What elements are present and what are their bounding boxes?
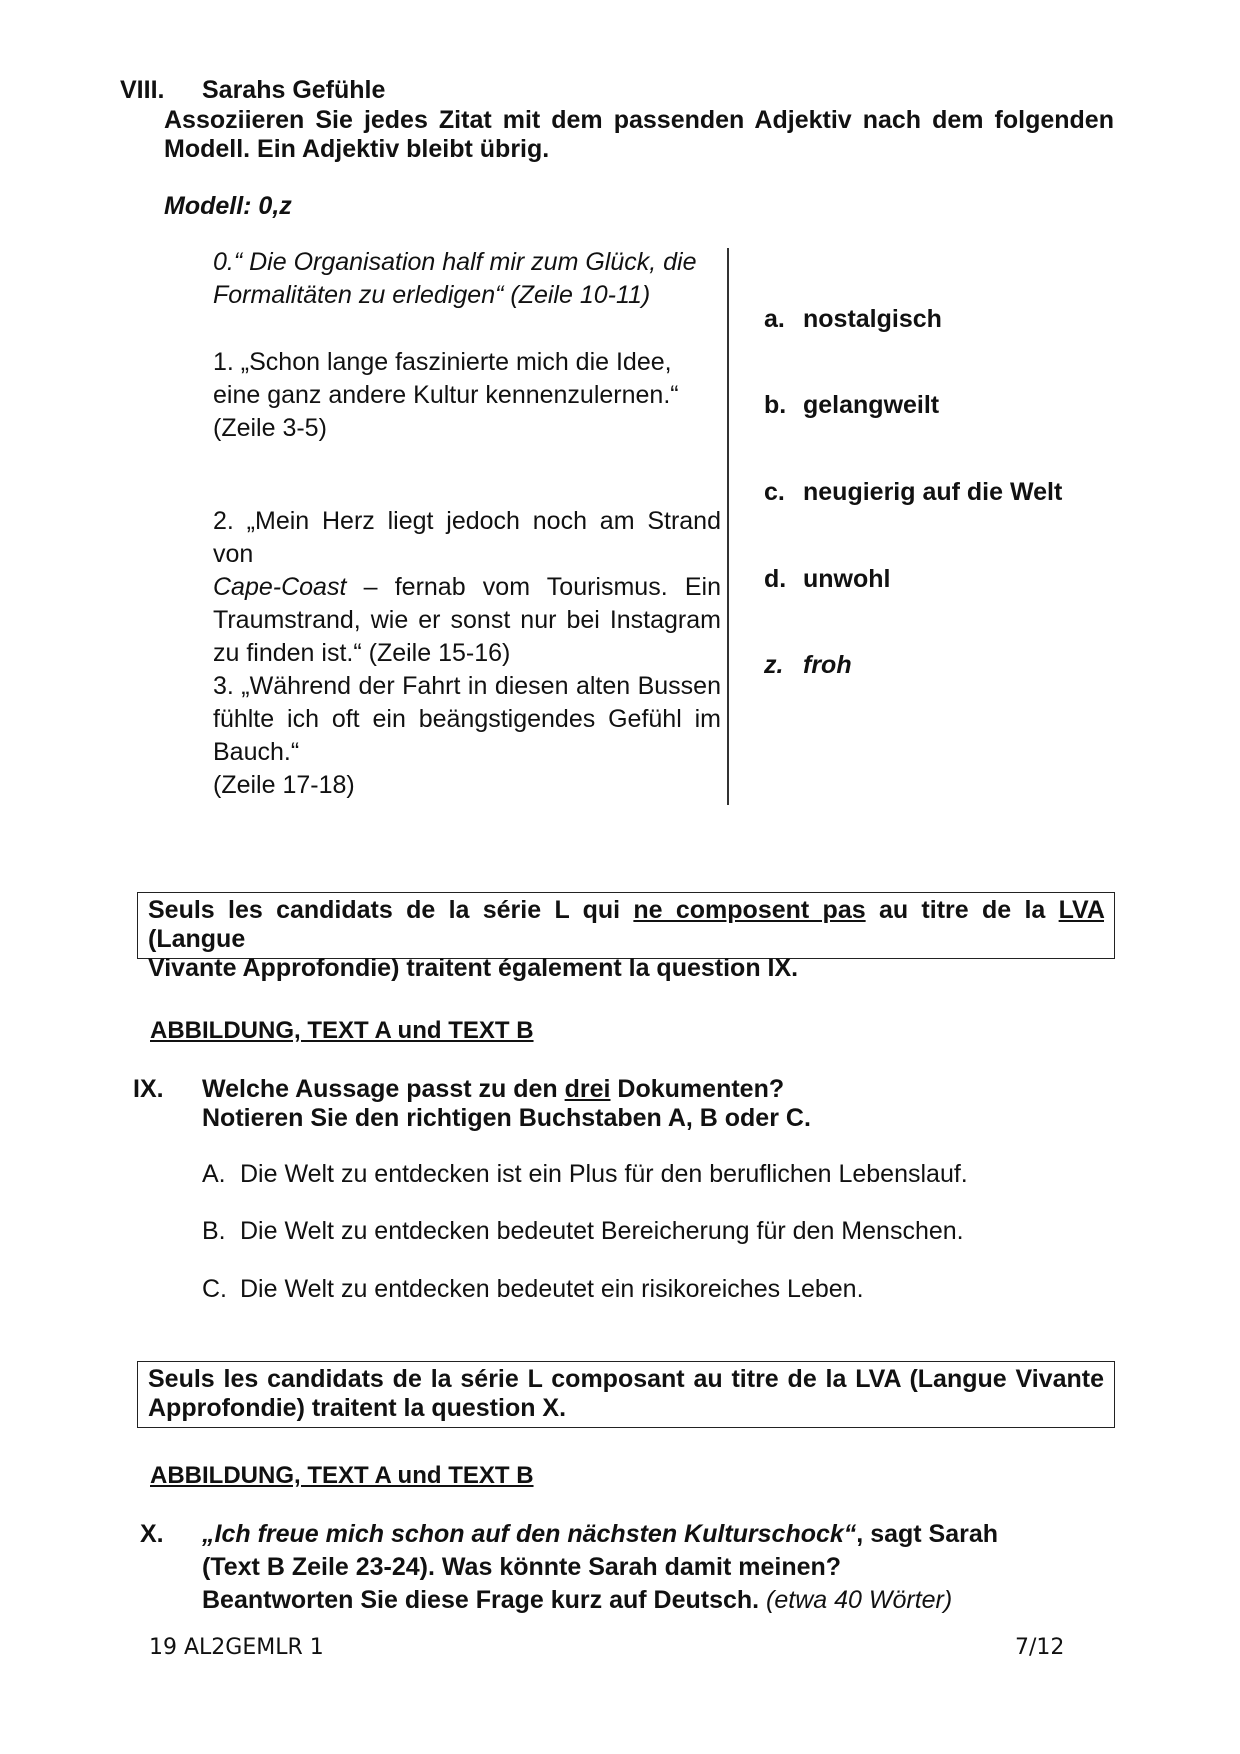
quote-1-line-1: 1. „Schon lange faszinierte mich die Idee, bbox=[213, 348, 672, 376]
question-9-text-b: Dokumenten? bbox=[610, 1075, 785, 1103]
notice-1-text-c: (Langue bbox=[148, 925, 246, 953]
question-10-quote: „Ich freue mich schon auf den nächsten Kulturschock“ bbox=[202, 1520, 857, 1548]
notice-2-line-2: Approfondie) traitent la question X. bbox=[148, 1394, 567, 1422]
quote-2-place: Cape-Coast bbox=[213, 573, 347, 601]
instruction-line-1: Assoziieren Sie jedes Zitat mit dem passenden Adjektiv nach dem folgenden bbox=[164, 106, 1114, 134]
question-9-line-2: Notieren Sie den richtigen Buchstaben A, B oder C. bbox=[202, 1104, 811, 1132]
quote-1-line-2: eine ganz andere Kultur kennenzulernen.“ bbox=[213, 381, 679, 409]
question-9-emphasis: drei bbox=[564, 1075, 611, 1103]
instruction-8 bbox=[164, 104, 1114, 166]
notice-box-1 bbox=[137, 892, 1115, 982]
section-heading-1: ABBILDUNG, TEXT A und TEXT B bbox=[150, 1017, 534, 1044]
notice-2-line-1: Seuls les candidats de la série L composant au titre de la LVA (Langue Vivante bbox=[148, 1365, 1104, 1393]
question-10-instruction: Beantworten Sie diese Frage kurz auf Deutsch. bbox=[202, 1586, 767, 1614]
notice-1-line-1 bbox=[148, 896, 1104, 954]
option-b-text: Die Welt zu entdecken bedeutet Bereicherung für den Menschen. bbox=[240, 1217, 964, 1245]
notice-1-emphasis: ne composent pas bbox=[633, 896, 866, 924]
quote-2 bbox=[213, 505, 721, 670]
quote-2-line-2 bbox=[213, 571, 721, 604]
quote-3-line-4: (Zeile 17-18) bbox=[213, 771, 355, 799]
option-b-letter: B. bbox=[202, 1217, 226, 1245]
quote-2-line-2-rest: – fernab vom Tourismus. Ein bbox=[346, 573, 721, 601]
adjective-c-letter: c. bbox=[764, 478, 785, 506]
section-heading-2: ABBILDUNG, TEXT A und TEXT B bbox=[150, 1462, 534, 1489]
adjective-c-text: neugierig auf die Welt bbox=[803, 478, 1063, 506]
footer-code: 19 AL2GEMLR 1 bbox=[149, 1635, 324, 1660]
quote-3-line-2: fühlte ich oft ein beängstigendes Gefühl im bbox=[213, 705, 721, 733]
question-10-attribution: , sagt Sarah bbox=[856, 1520, 999, 1548]
adjective-b-text: gelangweilt bbox=[803, 391, 940, 419]
notice-1-lva: LVA bbox=[1058, 896, 1104, 924]
question-10-line-3 bbox=[202, 1584, 998, 1617]
option-c-text: Die Welt zu entdecken bedeutet ein risikoreiches Leben. bbox=[240, 1275, 864, 1303]
notice-1-text-b: au titre de la bbox=[865, 896, 1059, 924]
quote-0 bbox=[213, 246, 721, 312]
section-title-8: Sarahs Gefühle bbox=[202, 76, 386, 104]
column-divider bbox=[727, 248, 729, 805]
adjective-a-letter: a. bbox=[764, 305, 785, 333]
adjective-z-letter: z. bbox=[764, 651, 784, 679]
adjective-a-text: nostalgisch bbox=[803, 305, 942, 333]
question-9-text-a: Welche Aussage passt zu den bbox=[202, 1075, 565, 1103]
option-a-text: Die Welt zu entdecken ist ein Plus für den beruflichen Lebenslauf. bbox=[240, 1160, 968, 1188]
notice-1-line-2: Vivante Approfondie) traitent également la question IX. bbox=[148, 954, 799, 982]
quote-2-line-3: Traumstrand, wie er sonst nur bei Instagram bbox=[213, 606, 721, 634]
adjective-b-letter: b. bbox=[764, 391, 787, 419]
quote-1-line-3: (Zeile 3-5) bbox=[213, 414, 327, 442]
quote-3-line-3: Bauch.“ bbox=[213, 738, 300, 766]
option-c bbox=[202, 1275, 864, 1304]
question-10 bbox=[202, 1518, 998, 1617]
adjective-d bbox=[764, 565, 890, 594]
option-a bbox=[202, 1160, 968, 1189]
adjective-c bbox=[764, 478, 1062, 507]
quote-2-line-1: 2. „Mein Herz liegt jedoch noch am Strand von bbox=[213, 507, 721, 568]
quote-0-line-2: Formalitäten zu erledigen“ (Zeile 10-11) bbox=[213, 281, 651, 309]
option-c-letter: C. bbox=[202, 1275, 227, 1303]
section-number-10: X. bbox=[140, 1520, 164, 1548]
section-number-8: VIII. bbox=[120, 76, 165, 104]
section-number-9: IX. bbox=[133, 1075, 164, 1103]
adjective-z bbox=[764, 651, 852, 680]
instruction-line-2: Modell. Ein Adjektiv bleibt übrig. bbox=[164, 135, 550, 163]
question-10-line-1 bbox=[202, 1518, 998, 1551]
quote-3-line-1: 3. „Während der Fahrt in diesen alten Bussen bbox=[213, 672, 721, 700]
option-a-letter: A. bbox=[202, 1160, 226, 1188]
option-b bbox=[202, 1217, 964, 1246]
question-9 bbox=[202, 1073, 811, 1135]
quote-1 bbox=[213, 346, 721, 445]
question-10-word-hint: (etwa 40 Wörter) bbox=[766, 1586, 953, 1614]
page-number: 7/12 bbox=[1015, 1635, 1065, 1660]
adjective-a bbox=[764, 305, 942, 334]
adjective-b bbox=[764, 391, 939, 420]
adjective-d-text: unwohl bbox=[803, 565, 891, 593]
quote-3 bbox=[213, 670, 721, 802]
quote-0-line-1: 0.“ Die Organisation half mir zum Glück, die bbox=[213, 248, 697, 276]
model-label: Modell: 0,z bbox=[164, 192, 292, 220]
notice-box-2 bbox=[137, 1361, 1115, 1428]
question-10-line-2: (Text B Zeile 23-24). Was könnte Sarah damit meinen? bbox=[202, 1553, 842, 1581]
quote-2-line-4: zu finden ist.“ (Zeile 15-16) bbox=[213, 639, 511, 667]
adjective-z-text: froh bbox=[803, 651, 852, 679]
adjective-d-letter: d. bbox=[764, 565, 787, 593]
notice-1-text-a: Seuls les candidats de la série L qui bbox=[148, 896, 634, 924]
